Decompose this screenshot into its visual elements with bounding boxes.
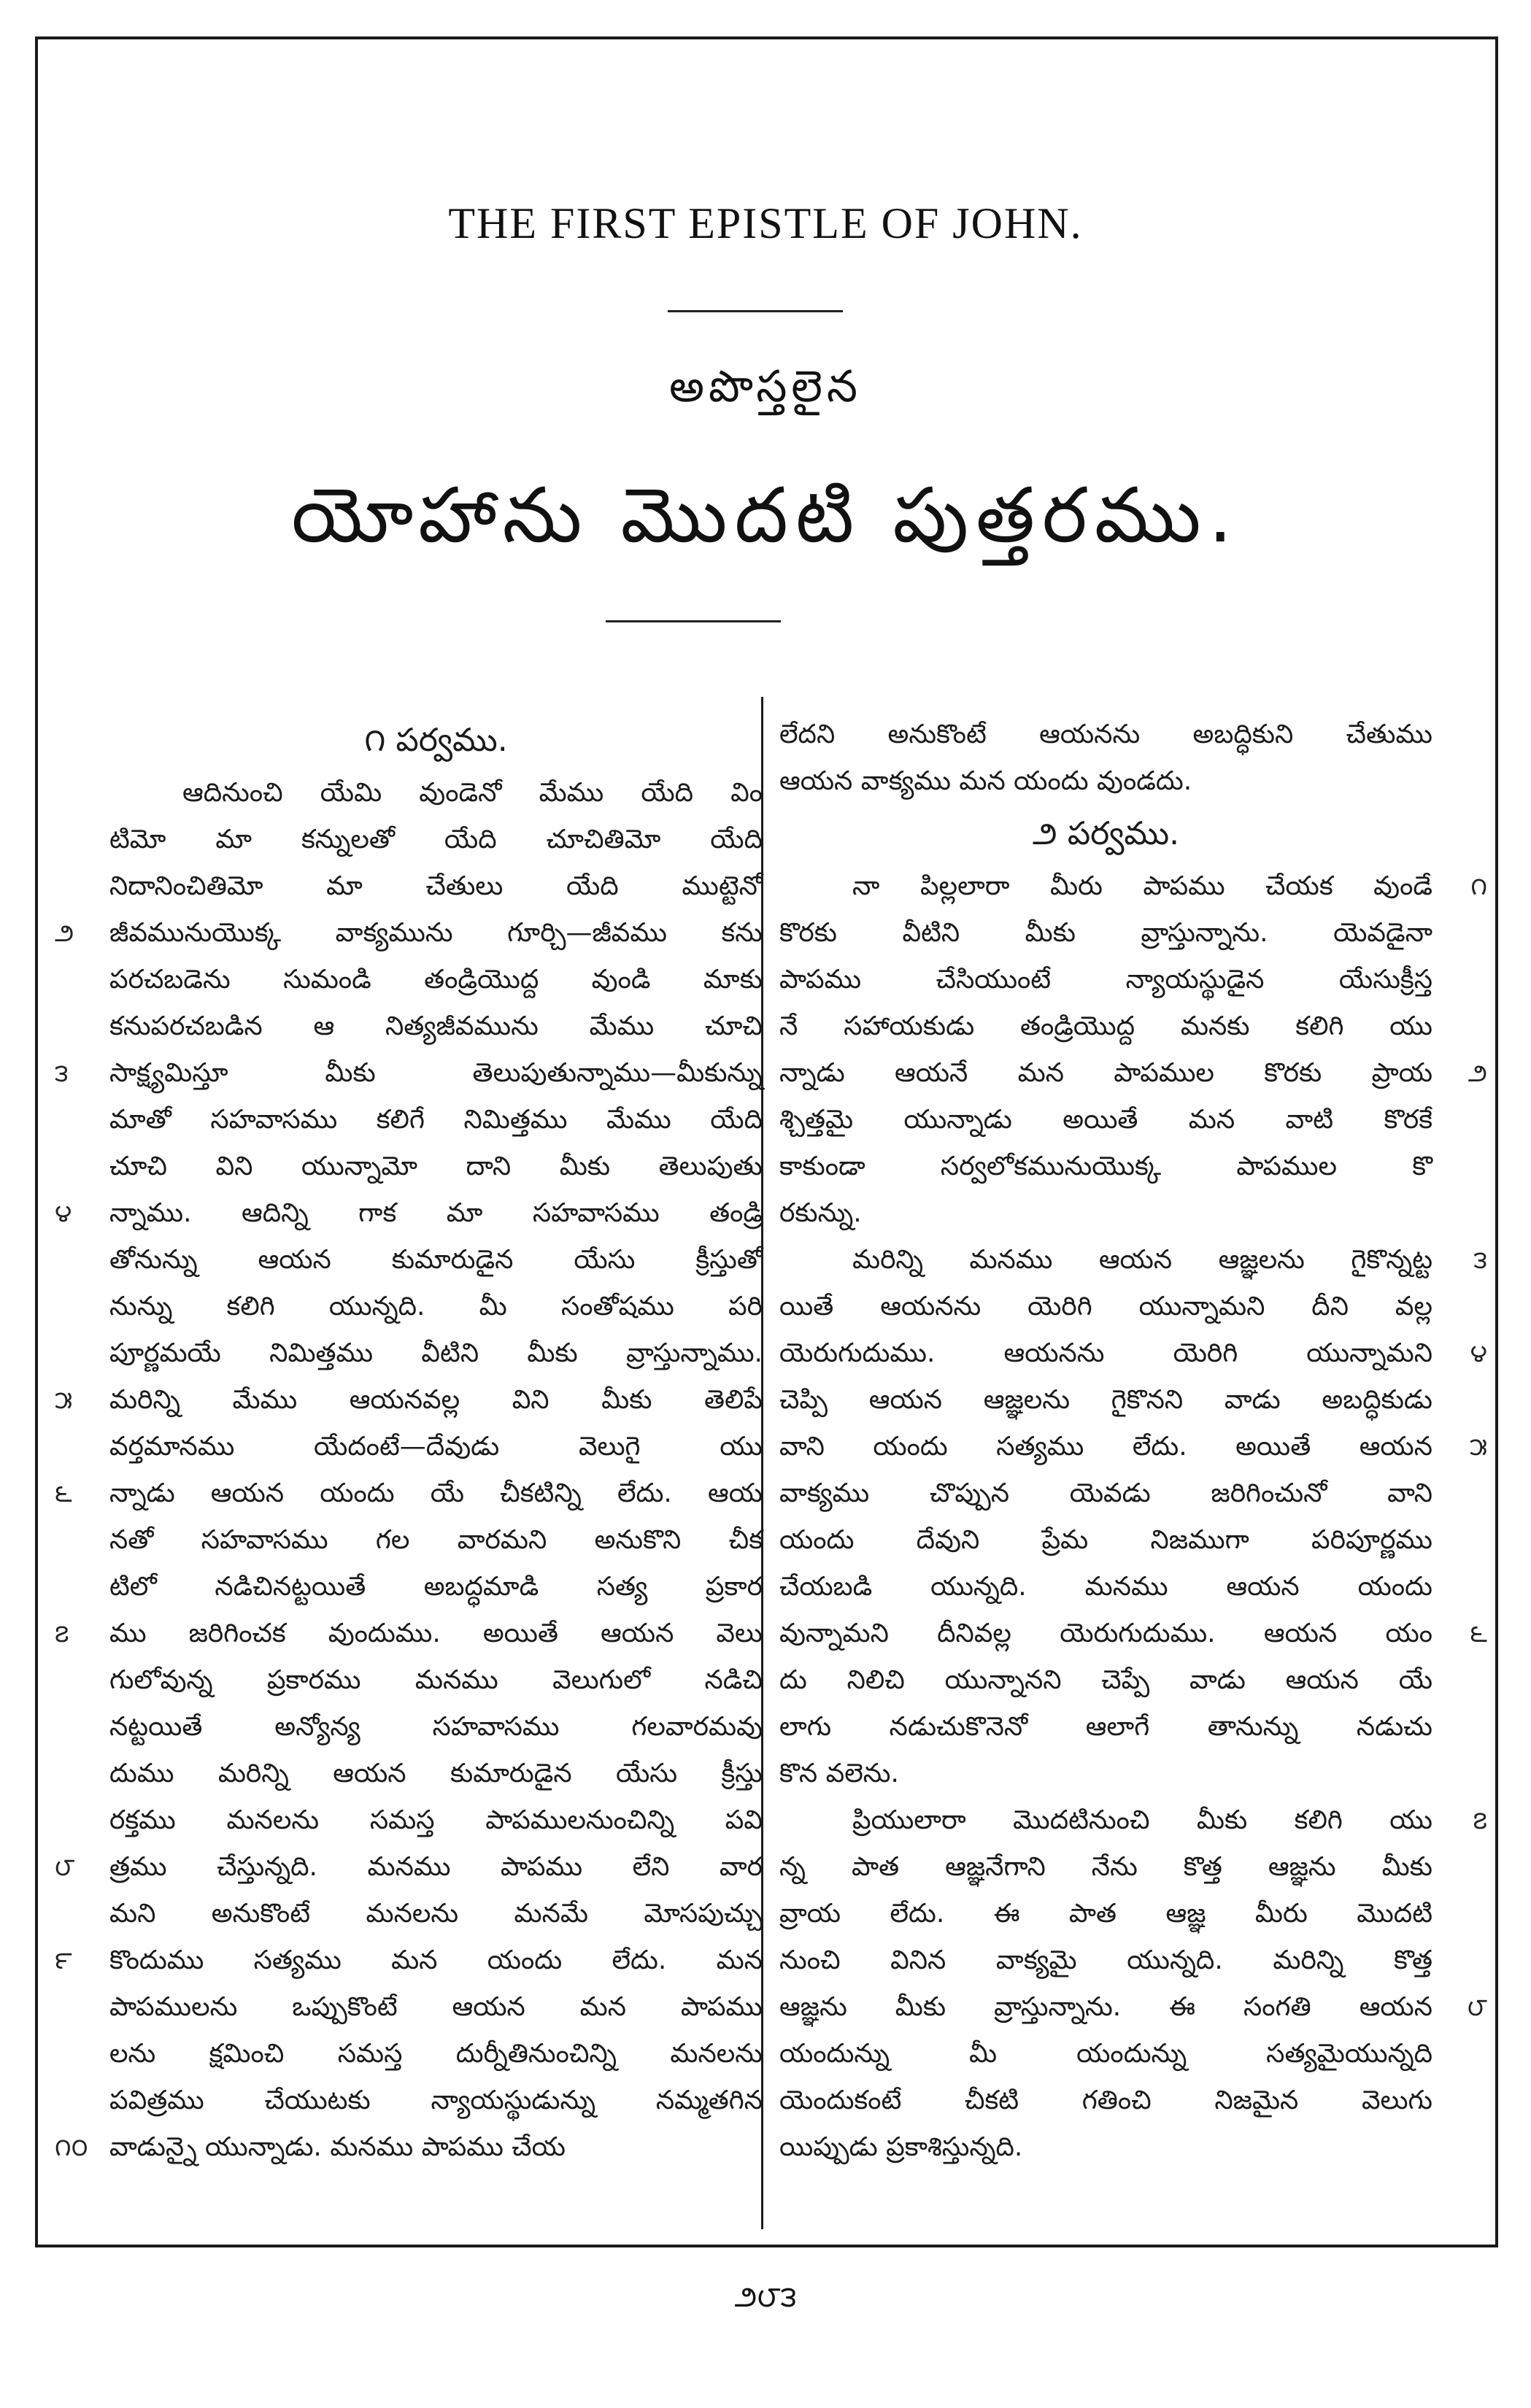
line-text: న్నాడు ఆయనే మన పాపముల కొరకు ప్రాయ — [779, 1058, 1432, 1088]
line-text: యెరుగుదుము. ఆయనను యెరిగి యున్నామని — [779, 1338, 1432, 1368]
text-line — [55, 1377, 763, 1424]
line-text: రక్తము మనలను సమస్త పాపములనుంచిన్ని పవి — [109, 1805, 763, 1835]
text-line — [55, 2124, 763, 2171]
text-line — [779, 1284, 1432, 1330]
chapter-heading-2: ౨ పర్వము. — [1032, 815, 1180, 852]
line-text: ము జరిగించక వుందుము. అయితే ఆయన వెలు — [109, 1618, 763, 1648]
line-text: కొన వలెను. — [779, 1759, 899, 1788]
text-line — [109, 1143, 763, 1190]
text-line — [109, 1704, 763, 1751]
line-text: పవిత్రము చేయుటకు న్యాయస్థుడున్ను నమ్మతగిన — [109, 2085, 763, 2115]
text-line — [109, 1751, 763, 1797]
left-column — [55, 711, 763, 2171]
text-line — [109, 1517, 763, 1564]
text-line — [779, 1424, 1487, 1470]
text-line — [109, 817, 763, 863]
text-line — [779, 957, 1432, 1003]
verse-number: ౧ — [1470, 872, 1487, 901]
page-number: ౨౮౩ — [734, 2280, 797, 2314]
line-text: ఆజ్ఞను మీకు వ్రాస్తున్నాను. ఈ సంగతి ఆయన — [779, 1992, 1432, 2022]
text-line — [779, 1517, 1432, 1564]
text-line — [779, 2077, 1432, 2124]
verse-number: ౩ — [55, 1059, 69, 1088]
verse-number: ౮ — [55, 1853, 75, 1882]
verse-number: ౧౦ — [55, 2133, 88, 2162]
verse-number: ౫ — [1469, 1432, 1487, 1462]
line-text: నే సహాయకుడు తండ్రియొద్ద మనకు కలిగి యు — [779, 1011, 1432, 1041]
line-text: లాగు నడుచుకొనెనో ఆలాగే తానున్ను నడుచు — [779, 1712, 1432, 1742]
verse-number: ౨ — [1468, 1059, 1487, 1088]
line-text: వర్తమానము యేదంటే—దేవుడు వెలుగై యు — [109, 1432, 763, 1462]
right-text-lines-top — [779, 711, 1432, 805]
line-text: ప్రియులారా మొదటినుంచి మీకు కలిగి యు — [852, 1805, 1432, 1835]
text-line — [109, 863, 763, 910]
verse-number: ౮ — [1467, 1993, 1487, 2022]
line-text: వున్నామని దీనివల్ల యెరుగుదుము. ఆయన యం — [779, 1618, 1432, 1648]
text-line — [779, 910, 1432, 957]
line-text: గులోవున్న ప్రకారము మనము వెలుగులో నడిచి — [109, 1665, 763, 1695]
text-line — [779, 1097, 1432, 1143]
right-column — [779, 711, 1487, 2171]
title-rule-top — [668, 310, 843, 312]
text-line — [109, 2031, 763, 2077]
line-text: నిదానించితిమో మా చేతులు యేది ముట్టెనో — [109, 871, 763, 901]
text-line — [109, 1284, 763, 1330]
text-line — [55, 1844, 763, 1891]
text-line — [109, 1657, 763, 1704]
line-text: జీవమునుయొక్క వాక్యమును గూర్చి—జీవము కను — [109, 918, 763, 948]
text-line — [779, 1564, 1432, 1610]
line-text: న్నాడు ఆయన యందు యే చీకటిన్ని లేదు. ఆయ — [109, 1478, 763, 1508]
text-line — [779, 1050, 1487, 1097]
line-text: మరిన్ని మనము ఆయన ఆజ్ఞలను గైకొన్నట్ట — [852, 1245, 1432, 1275]
line-text: యిప్పుడు ప్రకాశిస్తున్నది. — [779, 2132, 1023, 2162]
text-line — [109, 1330, 763, 1377]
verse-number: ౪ — [1470, 1339, 1487, 1368]
title-rule-bottom — [606, 620, 781, 622]
line-text: లేదని అనుకొంటే ఆయనను అబద్ధికుని చేతుము — [779, 719, 1432, 749]
line-text: పరచబడెను సుమండి తండ్రియొద్ద వుండి మాకు — [109, 965, 763, 995]
line-text: సాక్ష్యమిస్తూ మీకు తెలుపుతున్నాము—మీకున్ను — [109, 1058, 763, 1088]
text-line — [55, 910, 763, 957]
text-line — [779, 863, 1487, 910]
line-text: రకున్ను. — [779, 1198, 862, 1228]
line-text: టిలో నడిచినట్టయితే అబద్ధమాడి సత్య ప్రకార — [109, 1572, 763, 1602]
line-text: న్న పాత ఆజ్ఞనేగాని నేను కొత్త ఆజ్ఞను మీకు — [779, 1852, 1432, 1882]
line-text: వాక్యము చొప్పున యెవడు జరిగించునో వాని — [779, 1478, 1432, 1508]
text-line — [55, 1050, 763, 1097]
verse-number: ౬ — [1470, 1619, 1487, 1648]
line-text: కనుపరచబడిన ఆ నిత్యజీవమును మేము చూచి — [109, 1011, 763, 1041]
right-text-lines — [779, 863, 1487, 2171]
text-line — [109, 1003, 763, 1050]
text-line — [779, 1891, 1432, 1937]
line-text: నట్టయితే అన్యోన్య సహవాసము గలవారమవు — [109, 1712, 763, 1742]
line-text: న్నాము. ఆదిన్ని గాక మా సహవాసము తండ్రి — [109, 1198, 763, 1228]
english-title: THE FIRST EPISTLE OF JOHN. — [448, 199, 1083, 247]
line-text: నా పిల్లలారా మీరు పాపము చేయక వుండే — [852, 871, 1432, 901]
text-line — [779, 1984, 1487, 2031]
left-text-lines — [55, 770, 763, 2171]
text-line — [109, 1891, 763, 1937]
text-line — [109, 770, 763, 817]
line-text: యెందుకంటే చీకటి గతించి నిజమైన వెలుగు — [779, 2085, 1432, 2115]
verse-number: ౫ — [55, 1386, 73, 1415]
text-line — [779, 1237, 1487, 1284]
telugu-subtitle: అపొస్తలైన — [669, 361, 862, 412]
text-line — [779, 758, 1432, 805]
text-line — [55, 1937, 763, 1984]
line-text: తోనున్ను ఆయన కుమారుడైన యేసు క్రీస్తుతో — [109, 1245, 763, 1275]
line-text: పాపములను ఒప్పుకొంటే ఆయన మన పాపము — [109, 1992, 763, 2022]
text-line — [55, 1610, 763, 1657]
text-line — [779, 1003, 1432, 1050]
line-text: ఆయన వాక్యము మన యందు వుండదు. — [779, 766, 1192, 796]
text-line — [779, 1330, 1487, 1377]
verse-number: ౪ — [55, 1199, 72, 1228]
text-line — [779, 1470, 1432, 1517]
text-line — [779, 1937, 1432, 1984]
line-text: యందు దేవుని ప్రేమ నిజముగా పరిపూర్ణము — [779, 1525, 1432, 1555]
line-text: చెప్పి ఆయన ఆజ్ఞలను గైకొనని వాడు అబద్ధికుడు — [779, 1385, 1432, 1415]
text-line — [109, 1564, 763, 1610]
text-line — [109, 1797, 763, 1844]
line-text: దు నిలిచి యున్నానని చెప్పే వాడు ఆయన యే — [779, 1665, 1432, 1695]
line-text: త్రము చేస్తున్నది. మనము పాపము లేని వార — [109, 1852, 763, 1882]
chapter-heading-1: ౧ పర్వము. — [364, 722, 508, 759]
line-text: కొరకు వీటిని మీకు వ్రాస్తున్నాను. యెవడైనా — [779, 918, 1432, 948]
verse-number: ౩ — [1473, 1246, 1487, 1275]
text-line — [55, 1470, 763, 1517]
verse-number: ౯ — [55, 1946, 72, 1975]
line-text: పూర్ణమయే నిమిత్తము వీటిని మీకు వ్రాస్తున్నాము. — [109, 1338, 763, 1368]
text-line — [109, 2077, 763, 2124]
text-line — [779, 2031, 1432, 2077]
line-text: మరిన్ని మేము ఆయనవల్ల విని మీకు తెలిపే — [109, 1385, 763, 1415]
text-line — [109, 1984, 763, 2031]
line-text: పాపము చేసియుంటే న్యాయస్థుడైన యేసుక్రీస్త — [779, 965, 1432, 995]
line-text: లను క్షమించి సమస్త దుర్నీతినుంచిన్ని మనలను — [109, 2039, 763, 2069]
text-line — [779, 711, 1432, 758]
verse-number: ౭ — [55, 1619, 69, 1648]
text-line — [109, 1097, 763, 1143]
line-text: కాకుండా సర్వలోకమునుయొక్క పాపముల కొ — [779, 1151, 1432, 1181]
text-line — [779, 1797, 1487, 1844]
verse-number: ౬ — [55, 1479, 72, 1508]
text-line — [779, 1657, 1432, 1704]
line-text: వాని యందు సత్యము లేదు. అయితే ఆయన — [779, 1432, 1432, 1462]
text-line — [779, 1143, 1432, 1190]
line-text: యందున్ను మీ యందున్ను సత్యమైయున్నది — [779, 2039, 1432, 2069]
text-line — [779, 1751, 1432, 1797]
line-text: మాతో సహవాసము కలిగే నిమిత్తము మేము యేది — [109, 1105, 763, 1135]
text-line — [109, 957, 763, 1003]
line-text: వాడున్నై యున్నాడు. మనము పాపము చేయ — [109, 2132, 566, 2162]
line-text: చూచి విని యున్నామో దాని మీకు తెలుపుతు — [109, 1151, 763, 1181]
text-line — [109, 1237, 763, 1284]
line-text: నతో సహవాసము గల వారమని అనుకొని చీక — [109, 1525, 763, 1555]
line-text: దుము మరిన్ని ఆయన కుమారుడైన యేసు క్రీస్తు — [109, 1759, 763, 1788]
text-line — [779, 1377, 1432, 1424]
text-line — [779, 2124, 1432, 2171]
line-text: నుంచి వినిన వాక్యమై యున్నది. మరిన్ని కొత్త — [779, 1945, 1432, 1975]
telugu-main-title: యోహాను మొదటి పుత్తరము. — [291, 471, 1240, 560]
line-text: శ్చిత్తమై యున్నాడు అయితే మన వాటి కొరకే — [779, 1105, 1432, 1135]
text-line — [779, 1844, 1432, 1891]
text-line — [779, 1704, 1432, 1751]
line-text: ఆదినుంచి యేమి వుండెనో మేము యేది విం — [182, 778, 763, 808]
text-line — [779, 1610, 1487, 1657]
line-text: కొందుము సత్యము మన యందు లేదు. మన — [109, 1945, 763, 1975]
line-text: నున్ను కలిగి యున్నది. మీ సంతోషము పరి — [109, 1292, 763, 1321]
verse-number: ౭ — [1473, 1806, 1487, 1835]
verse-number: ౨ — [55, 919, 74, 948]
line-text: మని అనుకొంటే మనలను మనమే మోసపుచ్చు — [109, 1899, 763, 1929]
text-line — [55, 1190, 763, 1237]
line-text: వ్రాయ లేదు. ఈ పాత ఆజ్ఞ మీరు మొదటి — [779, 1899, 1432, 1929]
line-text: చేయబడి యున్నది. మనము ఆయన యందు — [779, 1572, 1432, 1602]
text-line — [779, 1190, 1432, 1237]
text-line — [109, 1424, 763, 1470]
line-text: టిమో మా కన్నులతో యేది చూచితిమో యేది — [109, 825, 763, 854]
line-text: యితే ఆయనను యెరిగి యున్నామని దీని వల్ల — [779, 1292, 1432, 1321]
